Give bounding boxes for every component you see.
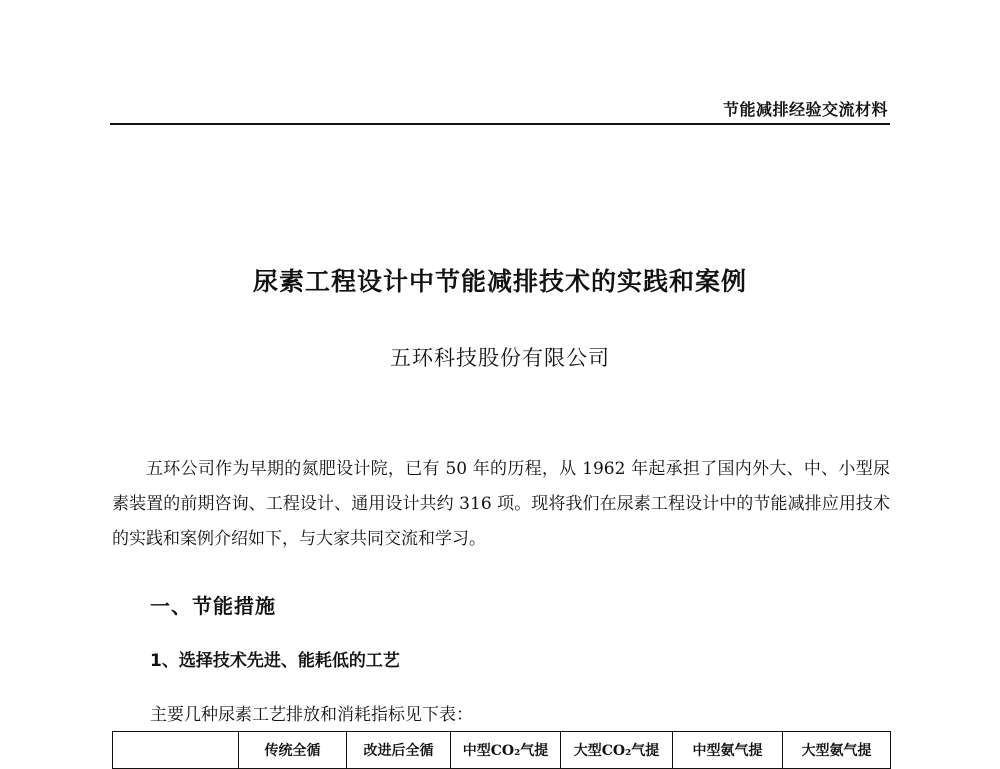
header-rule xyxy=(110,123,890,125)
table-header-cell: 中型CO₂气提 xyxy=(451,732,561,769)
running-header: 节能减排经验交流材料 xyxy=(722,100,888,119)
intro-paragraph: 五环公司作为早期的氮肥设计院，已有 50 年的历程，从 1962 年起承担了国内外大、中、小型尿素装置的前期咨询、工程设计、通用设计共约 316 项。现将我们在尿素工程设计中的节能减排应用技术的实践和案例介绍如下，与大家共同交流和学习。 xyxy=(112,459,890,549)
table-header-cell: 大型CO₂气提 xyxy=(561,732,673,769)
table-header-cell: 大型氨气提 xyxy=(783,732,891,769)
table-header-cell: 传统全循 xyxy=(239,732,347,769)
subsection-heading: 1、选择技术先进、能耗低的工艺 xyxy=(150,651,400,671)
document-title: 尿素工程设计中节能减排技术的实践和案例 xyxy=(252,267,747,296)
company-name: 五环科技股份有限公司 xyxy=(390,346,610,370)
table-header-cell: 改进后全循 xyxy=(347,732,451,769)
section-heading: 一、节能措施 xyxy=(150,594,276,618)
table-header-cell: 中型氨气提 xyxy=(673,732,783,769)
table-intro: 主要几种尿素工艺排放和消耗指标见下表： xyxy=(150,705,473,725)
table-header-row xyxy=(113,732,891,769)
table-header-cell xyxy=(113,732,239,769)
process-comparison-table xyxy=(112,731,890,769)
